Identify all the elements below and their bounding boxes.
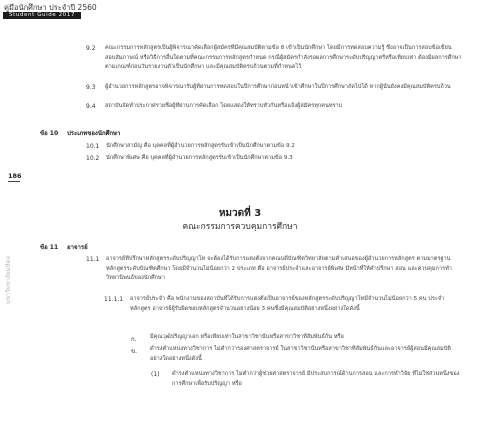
clause-number: 9.3 [86,84,96,91]
item-text: มีคุณวุฒิปริญญาเอก หรือเทียบเท่าในสาขาวิชานั้นหรือสาขาวิชาที่สัมพันธ์กัน หรือ [150,334,344,340]
clause-number: 9.4 [86,103,96,110]
item-number: 10.2 [86,155,100,162]
clause-text: สถาบันจัดทำประกาศรายชื่อผู้ที่ผ่านการคัดเลือก โดยแสดงให้ทราบทั่วกันหรือแจ้งผู้สมัครทุกคนทราบ [105,103,343,109]
item-text: นักศึกษาสามัญ คือ บุคคลที่ผู้อำนวยการหลักสูตรรับเข้าเป็นนักศึกษาตามข้อ 9.2 [106,143,295,149]
clause-number: 9.2 [86,45,96,52]
chapter-title: หมวดที่ 3 [218,208,262,219]
item-number: 11.1 [86,256,100,263]
section-title: อาจารย์ [67,244,88,251]
header-title: คู่มือนักศึกษา ประจำปี 2560 [4,3,97,12]
item-number: 11.1.1 [104,296,124,303]
section-label: ข้อ 11 [40,244,59,251]
item-number: (1) [151,371,160,378]
item-text: อาจารย์ประจำ คือ พนักงานของสถาบันที่ได้รับการแต่งตั้งเป็นอาจารย์ของหลักสูตรระดับปริญญาโทมีจำนวนไม่น้อยกว่า 5 คน ประจำหลักสูตร อาจารย์ผู้รับผิดชอบหลักสูตรจำนวนอย่างน้อย 3 คนซึ่งมีคุณสมบัติอย่างหนึ่งอย่างใดดังนี้ [130,296,445,312]
item-number: ข. [131,348,138,355]
section-label: ข้อ 10 [40,130,59,137]
page-number-rule [8,181,20,182]
section-title: ประเภทของนักศึกษา [67,130,121,137]
item-text: นักศึกษาพิเศษ คือ บุคคลที่ผู้อำนวยการหลักสูตรรับเข้าเป็นนักศึกษาตามข้อ 9.3 [106,155,293,161]
page-number: 186 [8,172,22,180]
item-text: อาจารย์ที่ปรึกษาหลักสูตรระดับปริญญาโท จะต้องได้รับการแต่งตั้งจากคณบดีบัณฑิตวิทยาลัยตามคำเสนอของผู้อำนวยการหลักสูตร ตามมาตรฐานหลักสูตรระดับบัณฑิตศึกษา โดยมีจำนวนไม่น้อยกว่า 2 ประเภท คือ อาจารย์ประจำและอาจารย์พิเศษ มีหน้าที่ให้คำปรึกษา สอน และควบคุมการทำวิทยานิพนธ์ของนักศึกษา [106,256,452,282]
item-number: ก. [131,336,137,343]
item-text: ดำรงตำแหน่งทางวิชาการ ไม่ต่ำกว่ารองศาสตราจารย์ ในสาขาวิชานั้นหรือสาขาวิชาที่สัมพันธ์กันและอาจารย์ผู้สอนมีคุณสมบัติอย่างใดอย่างหนึ่งดังนี้ [150,346,451,362]
clause-text: คณะกรรมการหลักสูตรเป็นผู้พิจารณาคัดเลือกผู้สมัครที่มีคุณสมบัติตามข้อ 8 เข้าเป็นนักศึกษา โดยมีการทดสอบความรู้ ซึ่งอาจเป็นการสอบข้อเขียน สอบสัมภาษณ์ หรือวิธีการอื่นใดตามที่คณะกรรมการหลักสูตรกำหนด กรณีผู้สมัครกำลังรอผลการศึกษาระดับปริญญาตรีหรือเทียบเท่า ต้องมีผลการศึกษาตามเกณฑ์ก่อนวันรายงานตัวเป็นนักศึกษา และมีคุณสมบัติครบถ้วนตามที่กำหนดไว้ [105,45,462,71]
chapter-subtitle: คณะกรรมการควบคุมการศึกษา [182,222,298,232]
clause-text: ผู้อำนวยการหลักสูตรอาจพิจารณารับผู้ที่ผ่านการทดสอบในปีการศึกษาก่อนหน้าเข้าศึกษาในปีการศึกษาถัดไปได้ หากผู้นั้นยังคงมีคุณสมบัติครบถ้วน [105,84,451,90]
sidebar-vertical-text: มหาวิทยาลัยมหิดล [5,255,12,304]
item-text: ดำรงตำแหน่งทางวิชาการ ไม่ต่ำกว่าผู้ช่วยศาสตราจารย์ มีประสบการณ์ด้านการสอน และการทำวิจัย ที่ไม่ใช่ส่วนหนึ่งของการศึกษาเพื่อรับปริญญา หรือ [172,371,460,387]
item-number: 10.1 [86,143,100,150]
header-subtitle-bar: Student Guide 2017 [3,12,81,19]
